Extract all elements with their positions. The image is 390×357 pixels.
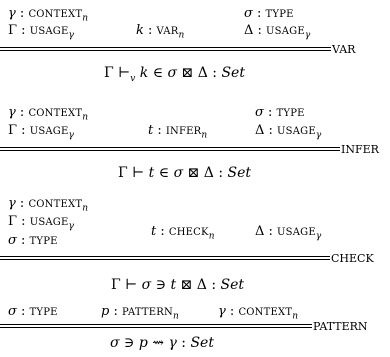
premise-usage-out: Δ : $USAGE_\gamma$ [255, 123, 322, 141]
rule-name: CHECK [331, 252, 374, 265]
premise-usage-out: Δ : $USAGE_\gamma$ [244, 23, 311, 41]
premise-context: γ : $CONTEXT_n$ [8, 196, 88, 214]
rule-name: VAR [332, 43, 356, 56]
rule-conclusion: σ ∋ p ⇝ γ : Set [110, 335, 214, 351]
premise-context: γ : $CONTEXT_n$ [8, 6, 88, 24]
premise-type: σ : TYPE [255, 105, 305, 120]
premise-usage-out: Δ : $USAGE_\gamma$ [255, 224, 322, 242]
premise-usage-in: Γ : $USAGE_\gamma$ [8, 23, 74, 41]
rule-name: PATTERN [313, 320, 368, 333]
premise-type: σ : TYPE [8, 304, 58, 319]
premise-type: σ : TYPE [244, 6, 294, 21]
premise-usage-in: Γ : $USAGE_\gamma$ [8, 123, 74, 141]
rule-conclusion: Γ ⊢ σ ∋ t ⊠ Δ : Set [111, 277, 245, 293]
rule-conclusion: Γ ⊢ t ∈ σ ⊠ Δ : Set [118, 165, 252, 181]
premise-type: σ : TYPE [8, 233, 58, 248]
premise-check: t : $CHECK_n$ [151, 224, 215, 242]
premise-context: γ : $CONTEXT_n$ [8, 105, 88, 123]
premise-pattern: p : $PATTERN_n$ [101, 304, 179, 322]
rule-double-line [0, 147, 340, 151]
rule-double-line [0, 47, 331, 51]
premise-infer: t : $INFER_n$ [148, 123, 208, 141]
rule-conclusion: Γ $⊢_v$ k ∈ σ ⊠ Δ : Set [104, 65, 245, 84]
premise-context: γ : $CONTEXT_n$ [218, 304, 298, 322]
rule-double-line [0, 324, 312, 328]
premise-var: k : $VAR_n$ [136, 23, 185, 41]
rule-double-line [0, 256, 330, 260]
premise-usage-in: Γ : $USAGE_\gamma$ [8, 214, 74, 232]
rule-name: INFER [341, 143, 379, 156]
